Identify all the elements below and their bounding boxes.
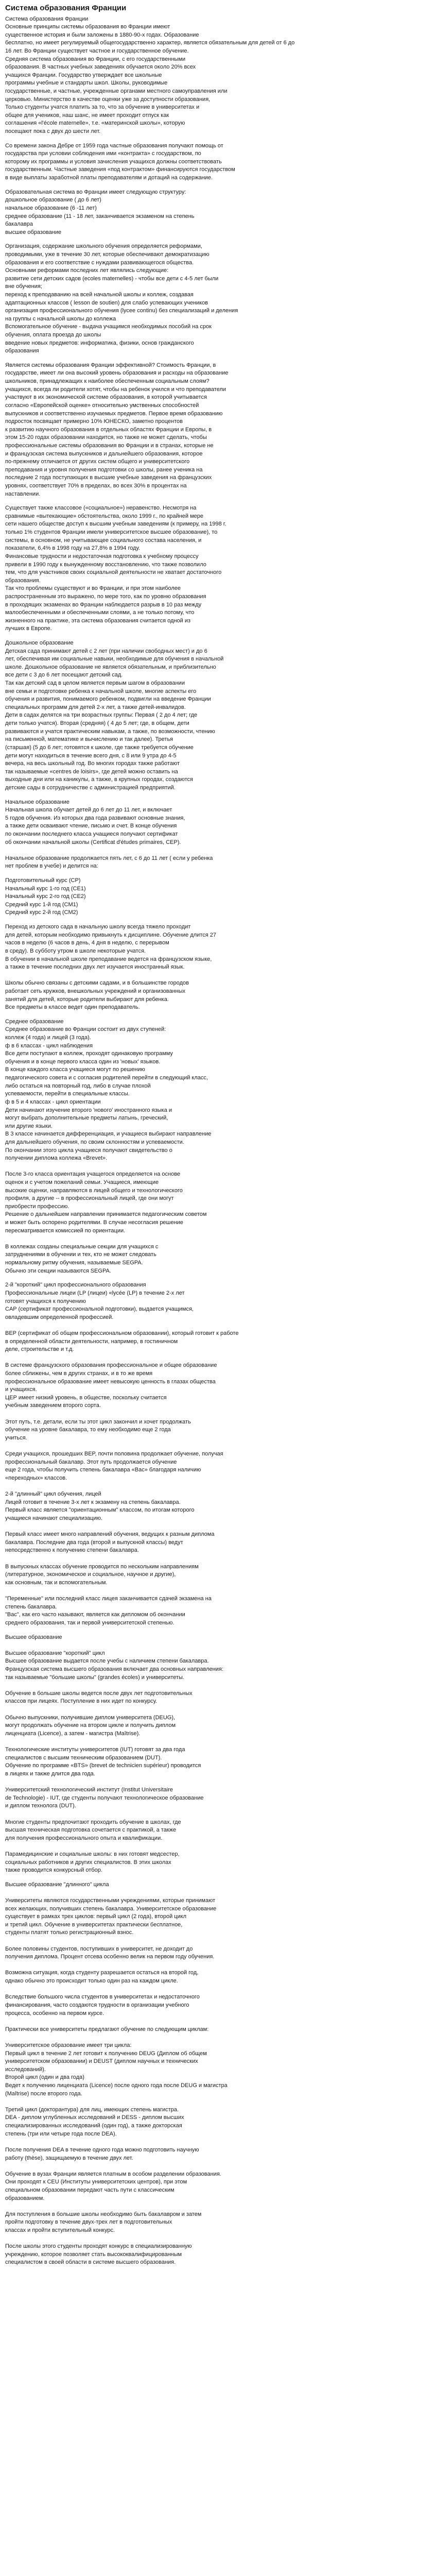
text-line: Многие студенты предпочитают проходить обучение в школах, где [5, 1819, 181, 1825]
text-line: Обучение в вузах Франции является платным в особом разделении образования. [5, 2171, 221, 2177]
text-line: обучения и развития, понимаемого ребенком, подвигли на введение Франции [5, 696, 211, 703]
text-line: Среднее образование во Франции состоит из двух ступеней: [5, 1026, 166, 1033]
text-line: и учащихся. [5, 1386, 37, 1393]
text-line: Дошкольное образование [5, 639, 74, 646]
text-line: ф в 5 и 4 классах - цикл ориентации [5, 1098, 101, 1105]
text-line: получения диплома. Процент отсева особенно велик на первом году обучения. [5, 1954, 215, 1960]
text-line: начальное образование (6 -11 лет) [5, 205, 97, 211]
text-line: государства при условии соблюдения ими «контракта» с государством, по [5, 150, 201, 157]
text-line: Они проходят к CEU (Институты университетских центров), при этом [5, 2179, 187, 2185]
text-line: нормальному ритму обучения, называемые SEGPA. [5, 1260, 143, 1266]
text-line: преподавания и уровня получения подготовки со школы, ранее ученика на [5, 466, 203, 473]
text-line: программы учебные и стандарты школ. Школы, руководимые [5, 80, 168, 87]
text-line: учащиеся начинают специализацию. [5, 1515, 102, 1521]
text-line: однако обычно это происходит только один раз на каждом цикле. [5, 1978, 178, 1985]
text-line: Вспомогательное обучение - выдача учащимся необходимых пособий на срок [5, 324, 212, 330]
text-line: студенты платят только регистрационный взнос. [5, 1929, 134, 1936]
text-line: В конце каждого класса учащиеся могут по решению [5, 1066, 145, 1073]
text-line: затруднениями в обучении и тех, кто не может следовать [5, 1251, 156, 1258]
text-line: на письменной, математике и вычислению и так далее). Третья [5, 736, 173, 743]
text-line [5, 1321, 431, 1330]
text-line: Обучение по программе «BTS» (brevet de technicien supérieur) проводится [5, 1762, 201, 1769]
text-line: часов в неделю (6 часов в день, 4 дня в неделю, с перерывом [5, 940, 169, 946]
text-line: Система образования Франции [5, 15, 89, 22]
text-line: Обычно выпускники, получившие диплом университета (DEUG), [5, 1714, 176, 1721]
text-line: Финансовые трудности и недостаточная подготовка к учебному процессу [5, 553, 199, 560]
text-line [5, 1483, 431, 1491]
text-line: BEP (сертификат об общем профессиональном образовании), который готовит к работе [5, 1330, 239, 1336]
section-secondary [5, 1018, 431, 1276]
text-line [5, 1889, 431, 1897]
text-line: образования. [5, 577, 41, 584]
text-line [5, 2033, 431, 2042]
text-line: переход к преподаванию на всей начальной школы и коллеж, создавая [5, 292, 194, 298]
text-line: специальном образовании передают часть пути с классическим [5, 2187, 175, 2193]
text-line: Среди учащихся, прошедших BEP, почти половина продолжает обучение, получая [5, 1451, 223, 1458]
text-line [5, 2235, 431, 2243]
text-line: Школы обычно связаны с детскими садами, и в большинстве городов [5, 980, 189, 987]
text-line: уровнях, соответствует 70% в пределах, во всех 30% в процентах на [5, 483, 187, 489]
text-line: как основным, так и вспомогательным. [5, 1579, 108, 1586]
text-line: обучения, оплата проезда до школы [5, 332, 101, 338]
text-line: Организация, содержание школьного обучения определяется реформами, [5, 243, 202, 250]
text-line: успеваемости, перейти в специальные классы. [5, 1091, 130, 1097]
text-line: нет проблем в учебе) и делится на: [5, 863, 98, 870]
text-line: среднее образование (11 - 18 лет, заканчивается экзаменом на степень [5, 213, 195, 219]
text-line: для дальнейшего обучения, по своим склонностям и успеваемости. [5, 1139, 184, 1145]
text-line: Переход из детского сада в начальную школу всегда тяжело проходит [5, 924, 191, 930]
text-line: или другие языки. [5, 1123, 53, 1129]
text-line: учиться. [5, 1434, 27, 1441]
text-line: об окончании начальной школы (Certificat d'études primaires, CEP). [5, 839, 181, 845]
text-line: Французская система высшего образования включает два основных направления: [5, 1666, 223, 1672]
text-line: высокие оценки, направляются в лицей общего и технологического [5, 1187, 183, 1194]
text-line: работает сеть кружков, внешкольных учреждений и организованных [5, 988, 186, 994]
text-line: Профессиональные лицеи (LP (лицеи) «lycée (LP) в течение 2-х лет [5, 1290, 185, 1296]
section-lycee [5, 1281, 431, 1627]
text-line: лучших в Европе. [5, 625, 52, 632]
text-line: в определенной области деятельности, например, в гостиничном [5, 1338, 178, 1345]
text-line: Только студенты учатся платить за то, что за обучение в университетах и [5, 104, 200, 111]
text-line: социальных работников и других специалистов. В этих школах [5, 1859, 171, 1866]
text-line: Начальный курс 1-го год (CE1) [5, 885, 86, 892]
text-line: могут продолжать обучение на втором цикле и получить диплом [5, 1722, 176, 1729]
text-line: оценок и с учетом пожеланий семьи. Учащиеся, имеющие [5, 1179, 159, 1185]
text-line: Начальная школа обучает детей до 6 лет до 11 лет, и включает [5, 807, 172, 814]
text-line: «переходных» классов. [5, 1475, 67, 1481]
text-line: приобрести профессию. [5, 1203, 69, 1210]
section-general-p1 [5, 142, 431, 182]
text-line: CAP (сертификат профессиональной подготовки), выдается учащимся, [5, 1306, 194, 1313]
text-line: В коллежах созданы специальные секции для учащихся с [5, 1243, 159, 1250]
text-line: В системе французского образования профессиональное и общее образование [5, 1362, 217, 1369]
text-line: специалистов с высшим техническим образованием (DUT). [5, 1754, 162, 1761]
text-line: Дети начинают изучение второго 'нового' иностранного языка и [5, 1107, 172, 1113]
section-structure [5, 189, 431, 237]
text-line: Дети в садах делятся на три возрастных группы: Первая ( 2 до 4 лет; где [5, 712, 198, 719]
text-line: по окончании последнего класса учащиеся получают сертификат [5, 831, 178, 837]
text-line: высшая техническая подготовка сочетается с практикой, а также [5, 1827, 177, 1834]
text-line: школе. Дошкольное образование не является обязательным, и приблизительно [5, 664, 216, 670]
text-line: Решение о дальнейшем направлении принимается педагогическим советом [5, 1211, 207, 1218]
text-line: Со времени закона Дебре от 1959 года частные образования получают помощь от [5, 142, 223, 149]
text-line: классов при лицеях. Поступление в них идет по конкурсу. [5, 1698, 158, 1705]
text-line: DEA - диплом углубленных исследований и DESS - диплом высших [5, 2114, 184, 2121]
text-line: Первый цикл в течение 2 лет готовит к получению DEUG (Диплом об общем [5, 2050, 207, 2057]
text-line: "Bac", как его часто называют, является как дипломом об окончании [5, 1612, 185, 1618]
text-line: (литературное, экономическое и социальное, научное и другие), [5, 1571, 176, 1578]
text-line: соглашения «l'école maternelle», т.е. «материнской школы», которую [5, 120, 185, 127]
text-line: степень (три или четыре года после DEA). [5, 2130, 117, 2137]
text-line: Так как детский сад в целом является первым шагом в образовании [5, 680, 185, 687]
text-line: школьников, принадлежащих к наиболее обеспеченным социальным слоям? [5, 378, 210, 385]
text-line: деле, строительстве и т.д. [5, 1346, 74, 1353]
text-line: либо остаться на повторный год, либо в случае плохой [5, 1082, 151, 1089]
text-line: Все предметы в классе ведет один преподаватель. [5, 1004, 140, 1011]
text-line: так называемые «centres de loisirs», где детей можно оставить на [5, 768, 178, 775]
text-line: проводимыми, уже в течение 30 лет, которые обеспечивают демократизацию [5, 251, 210, 258]
text-line: Первый класс имеет много направлений обучения, ведущих к разным диплома [5, 1531, 215, 1538]
text-line: учащихся Франции. Государство утверждает все школьные [5, 72, 162, 78]
text-line: финансирования, часто создаются трудности в организации учебного [5, 2002, 189, 2008]
text-line: развиваются и учатся практическим навыкам, а также, по возможности, чтению [5, 728, 215, 735]
text-line: участвуют в их экономической системе образования, в которой учитывается [5, 394, 207, 401]
text-line: в проходящих экзаменах во Франции наблюдается разрыв в 10 раз между [5, 601, 202, 608]
text-line: (старшая) (5 до 6 лет; готовятся к школе, где также требуется обучение [5, 744, 194, 751]
text-line: Вследствие большого числа студентов в университетах и недостаточного [5, 1994, 200, 2001]
text-line: Высшее образование [5, 1634, 62, 1640]
text-line: государственные, и частные, учрежденные органами местного самоуправления или [5, 88, 228, 94]
text-line [5, 1523, 431, 1531]
text-line: которому их программы и условия зачисления учащихся должны соответствовать [5, 158, 222, 165]
text-line [5, 2162, 431, 2171]
text-line: профессиональный бакалавр. Этот путь продолжается обучение [5, 1459, 177, 1465]
text-line [5, 972, 431, 980]
text-line: распространенным это выражено, по мере того, как по уровню образования [5, 593, 206, 600]
section-general-p3 [5, 362, 431, 498]
text-line: дети могут находиться в течение всего дня, с 8 или 9 утра до 4-5 [5, 752, 177, 759]
text-line: малообеспеченными и обеспеченными слоями, а не только потому, что [5, 609, 195, 616]
text-line: Университеты являются государственными учреждениями, которые принимают [5, 1897, 216, 1904]
text-line: занятий для детей, которые родители выбирают для ребенка. [5, 996, 169, 1003]
text-line: показатели, 6,4% в 1998 году на 27,8% в 1994 году. [5, 545, 141, 552]
text-line: 5 годов обучения. Из которых два года развивают основные знания, [5, 815, 185, 821]
text-line: процесса, особенно на первом курсе. [5, 2010, 104, 2016]
text-line: а также дети осваивают чтение, письмо и счет. В конце обучения [5, 823, 177, 829]
section-primary-p2 [5, 923, 431, 1012]
text-line: Существует также классовое («социальное») неравенство. Несмотря на [5, 505, 197, 512]
text-line [5, 1682, 431, 1690]
text-line: Высшее образование "короткий" цикл [5, 1650, 105, 1656]
text-line: среднего образования, так и первой университетской степенью. [5, 1619, 175, 1626]
text-line: Начальный курс 2-го год (CE2) [5, 893, 86, 900]
text-line [5, 1442, 431, 1450]
text-line: образованием. [5, 2195, 45, 2201]
text-line: Основные принципы системы образования во Франции имеют [5, 24, 170, 30]
text-line: Возможна ситуация, когда студенту разрешается остаться на второй год, [5, 1970, 199, 1976]
text-line: В выпускных классах обучение проводится по нескольким направлениям [5, 1563, 199, 1570]
text-line: профиля, а другие -- в профессиональный лицей, где они могут [5, 1195, 174, 1202]
text-line: Этот путь, т.е. детали, если ты этот цикл закончил и хочет продолжать [5, 1418, 191, 1425]
section-primary-classes [5, 877, 431, 917]
text-line: непосредственно к получению степени бакалавра. [5, 1547, 139, 1554]
text-line: введение новых предметов: информатика, физики, основ гражданского [5, 340, 194, 346]
text-line: бесплатно, но имеет регулируемый общегосударственно характер, является обязательным для детей от 6 до [5, 40, 295, 46]
text-line: Обучение в большие школы ведется после двух лет подготовительных [5, 1690, 193, 1697]
text-line: учащихся, всегда ли родители хотят, чтобы на ребенок учился и что преподаватели [5, 386, 226, 393]
text-line: В 3 классе начинается дифференциация, и учащиеся выбирают направление [5, 1131, 212, 1138]
text-line: получении диплома коллежа «Brevet». [5, 1155, 108, 1162]
text-line: Средняя система образования во Франции, с его государственными [5, 56, 186, 62]
text-line [5, 1937, 431, 1945]
text-line: работу (thèse), защищаемую в течение двух лет. [5, 2155, 133, 2161]
text-line: исследований). [5, 2066, 46, 2073]
text-line: высшее образование [5, 229, 62, 235]
text-line: адаптационных классов ( lesson de soutien) для слабо успевающих учеников [5, 299, 208, 306]
text-line: привели в 1990 году к вынужденному восстановлению, что также позволило [5, 561, 206, 568]
text-line: Детская сада принимают детей с 2 лет (при наличии свободных мест) и до 6 [5, 648, 207, 654]
text-line: Начальное образование продолжается пять лет, с 6 до 11 лет ( если у ребенка [5, 855, 213, 861]
text-line: Третий цикл (докторантура) для лиц, имеющих степень магистра. [5, 2106, 179, 2113]
text-line: церковью. Министерство в качестве оценки уже за доступности образования, [5, 96, 211, 103]
text-line: Более половины студентов, поступивших в университет, не доходит до [5, 1945, 193, 1952]
text-line: общее для учеников, наш шанс, не имеет проходит отпуск как [5, 112, 169, 118]
text-line: дети только учатся). Вторая (средняя) ( 4 до 5 лет; где, в общем, дети [5, 720, 189, 727]
text-line [5, 1641, 431, 1650]
text-line: После 3-го класса ориентация учащегося определяется на основе [5, 1171, 181, 1178]
text-line: Высшее образование "длинного" цикла [5, 1881, 109, 1888]
text-line [5, 2202, 431, 2211]
text-line: учреждению, которое позволяет стать высококвалифицированным [5, 2251, 182, 2258]
text-line: Подготовительный курс (CP) [5, 877, 81, 884]
text-line: существует в рамках трех циклов: первый цикл (2 года), второй цикл [5, 1913, 187, 1920]
text-line: de Technologie) - IUT, где студенты получают технологическое образование [5, 1794, 204, 1801]
section-primary [5, 799, 431, 871]
text-line: последние 2 года поступающих в высшие учебные заведения на французских [5, 474, 212, 481]
text-line: Обычно эти секции называются SEGPA. [5, 1267, 111, 1274]
text-line: Технологические институты университетов (IUT) готовят за два года [5, 1747, 185, 1753]
text-line: для получения профессионального опыта и квалификации. [5, 1835, 163, 1841]
text-line: в лицеях и также длится два года. [5, 1770, 95, 1777]
text-line [5, 1842, 431, 1851]
text-line: пересматривается комиссией по ориентации. [5, 1227, 126, 1234]
text-line: в виде выплаты заработной платы преподавателям и дотаций на содержание. [5, 175, 213, 181]
text-line [5, 1986, 431, 1994]
text-line [5, 2018, 431, 2026]
text-line: Практически все университеты предлагают обучение по следующим циклам: [5, 2026, 209, 2032]
text-line: организация профессионального обучения (lycee continu) без специализаций и деления [5, 308, 238, 314]
text-line: Первый класс является "ориентационным" классом, по итогам которого [5, 1507, 195, 1514]
section-preschool [5, 639, 431, 792]
text-line: также проводится конкурсный отбор. [5, 1867, 102, 1874]
text-line: Основными реформами последних лет являлись следующие: [5, 267, 169, 274]
text-line: и может быть оспорено родителями. В случае несогласия решение [5, 1219, 183, 1226]
text-line [5, 1778, 431, 1786]
text-line: образования [5, 348, 39, 354]
text-line: образования и его соответствие с нуждами развивающегося общества. [5, 259, 194, 266]
text-line: ф в 6 классах - цикл наблюдения [5, 1042, 93, 1049]
text-line: дошкольное образование ( до 6 лет) [5, 197, 101, 204]
text-line: Образовательная система во Франции имеет следующую структуру: [5, 189, 186, 195]
text-line: все дети с 3 до 6 лет посещают детский сад. [5, 672, 123, 679]
text-line: "Переменные" или последний класс лицея заканчивается сдачей экзамена на [5, 1596, 212, 1602]
text-line: Является системы образования Франции эффективной? Стоимость Франции, в [5, 362, 216, 368]
text-line: учебным заведением второго сорта. [5, 1402, 101, 1409]
text-line: Все дети поступают в коллеж, проходят одинаковую программу [5, 1050, 173, 1057]
text-line: на группы с начальной школы до коллежа [5, 315, 116, 322]
text-line [5, 1738, 431, 1746]
text-line [5, 1410, 431, 1418]
section-general-p4 [5, 504, 431, 633]
text-line: так называемые "большие школы" (grandes écoles) и университеты. [5, 1674, 184, 1681]
text-line: По окончании этого цикла учащиеся получают свидетельство о [5, 1147, 172, 1154]
text-line: Средний курс 2-й год (CM2) [5, 909, 78, 916]
text-line: (Maîtrise) после второго года. [5, 2090, 82, 2097]
text-line: государственным. Частные заведения «под контрактом» финансируются государством [5, 166, 235, 173]
text-line: для детей, которым необходимо привыкнуть к дисциплине. Обучение длится 27 [5, 931, 216, 938]
text-line [5, 1810, 431, 1819]
text-line: Так что проблемы существуют и во Франции, и при этом наиболее [5, 585, 181, 592]
text-line: лет, обеспечивая им социальные навыки, необходимые для обучения в начальной [5, 656, 224, 663]
text-line: только 1% студентов Франции имели университетское высшее образование), то [5, 529, 218, 536]
text-line [5, 1961, 431, 1970]
text-line: обучение на уровне бакалавра, то ему необходимо еще 2 года [5, 1427, 171, 1433]
text-line: Университетское образование имеет три цикла: [5, 2042, 132, 2048]
text-line: государстве, имеет ли она высокий уровень образования и расходы на образование [5, 370, 229, 377]
text-line: Высшее образование выдается после учебы с наличием степени бакалавра. [5, 1658, 209, 1665]
text-line: ЦЕР имеет низкий уровень, в обществе, поскольку считается [5, 1394, 167, 1401]
text-line: детские сады в сотрудничестве с администрацией предприятий. [5, 784, 176, 791]
document-body [5, 15, 431, 2267]
text-line: профессиональные системы образования во Франции и в странах, которые не [5, 442, 214, 449]
text-line: по-прежнему отличается от других систем общего и университетского [5, 459, 190, 465]
text-line: сравнимые «вытекающие» обстоятельства, около 1999 г., по крайней мере [5, 513, 203, 519]
text-line: могут выбрать дополнительные предметы латынь, греческий, [5, 1115, 168, 1122]
text-line: пройти подготовку в течение двух-трех лет в подготовительных [5, 2219, 172, 2226]
text-line: бакалавра. Последние два года (второй и выпускной классы) ведут [5, 1539, 183, 1546]
text-line: а также в течение последних двух лет изучается иностранный язык. [5, 964, 185, 971]
text-line: овладевшим определенной профессией. [5, 1314, 114, 1320]
text-line: развитие сети детских садов (ecoles maternelles) - чтобы все дети с 4-5 лет были [5, 275, 219, 282]
text-line: Начальное образование [5, 799, 69, 805]
text-line: подросток посвящает примерно 10% ЮНЕСКО, заметно процентов [5, 418, 183, 425]
text-line: коллеж (4 года) и лицей (3 года). [5, 1035, 91, 1041]
text-line: выпускников и соответственно изучаемых предметов. Первое время образованию [5, 410, 223, 417]
text-line [5, 846, 431, 855]
text-line [5, 1354, 431, 1362]
text-line: степень бакалавра. [5, 1603, 57, 1610]
section-intro [5, 15, 431, 136]
text-line [5, 1163, 431, 1171]
text-line: бакалавра [5, 221, 33, 228]
text-line: всех желающих, получивших степень бакалавра. Университетское образование [5, 1905, 217, 1912]
text-line [5, 1587, 431, 1595]
text-line: еще 2 года, чтобы получить степень бакалавра «Bac» благодаря наличию [5, 1467, 201, 1473]
text-line: согласно «Европейской оценке» относительно умственных способностей [5, 402, 199, 409]
text-line: 16 лет. Во Франции существует частное и государственное обучение. [5, 47, 189, 54]
text-line: системы, в основном, не учитывающее социального состава населения, и [5, 537, 202, 544]
text-line: вечера, на весь школьный год. Во многих городах также работают [5, 760, 180, 767]
text-line: Второй цикл (один и два года) [5, 2074, 84, 2081]
page-title: Система образования Франции [5, 4, 127, 12]
text-line: выходные дни или на каникулы, а также, в крупных городах, создаются [5, 776, 193, 783]
text-line: Университетский технологический институт (Institut Universitaire [5, 1787, 173, 1793]
text-line: существенное история и были заложены в 1880-90-х годах. Образование [5, 31, 199, 38]
text-line: Средний курс 1-й год (CM1) [5, 901, 78, 908]
text-line: обучения и в конце первого класса один из 'новых' языков. [5, 1058, 161, 1065]
text-line: к развитию научного образования в отдельных областях Франции и Европы, в [5, 426, 212, 433]
text-line: специалистом в своей области в системе высшего образования. [5, 2259, 176, 2266]
text-line: этом 15-20 годах образовании находится, но также не может сделать, чтобы [5, 434, 207, 441]
text-line: в среду). В субботу утром в школе некоторые учатся. [5, 947, 146, 954]
text-line [5, 1555, 431, 1563]
text-line: Парамедицинские и социальные школы: в них готовят медсестер, [5, 1851, 180, 1857]
text-line: После получения DEA в течение одного года можно подготовить научную [5, 2146, 199, 2153]
text-line: Лицей готовит в течение 3-х лет к экзамену на степень бакалавра. [5, 1499, 181, 1505]
text-line: тем, что для участников своих социальной деятельности не хватает достаточного [5, 569, 222, 576]
text-line: классах и пройти вступительный конкурс. [5, 2227, 115, 2233]
text-line: вне семьи и подготовке ребенка к начальной школе, многие аспекты его [5, 688, 197, 694]
text-line: Для поступления в большие школы необходимо быть бакалавром и затем [5, 2211, 202, 2217]
text-line [5, 1706, 431, 1714]
text-line: лиценциата (Licence), а затем - магистра (Maîtrise). [5, 1730, 141, 1737]
text-line: и французская система выпускников и дальнейшего образования, которое [5, 450, 203, 457]
text-line: образования. В частных учебных заведениях обучается около 20% всех [5, 64, 196, 71]
text-line: педагогического совета и с согласия родителей перейти в следующий класс, [5, 1075, 208, 1081]
text-line: сети нашего обществе доступ к высшим учебным заведениям (к примеру, на 1998 г. [5, 521, 226, 528]
text-line [5, 2098, 431, 2106]
text-line: университетском образовании) и DEUST (диплом научных и технических [5, 2058, 198, 2065]
text-line: вне обучения; [5, 283, 42, 290]
text-line: 2-й "длинный" цикл обучения, лицей [5, 1491, 101, 1498]
section-higher-long [5, 1881, 431, 2267]
text-line: и третий цикл. Обучение в университетах практически бесплатное, [5, 1921, 183, 1928]
section-general-p2 [5, 243, 431, 355]
text-line: специальных программ для детей 2-х лет, а также детей-инвалидов. [5, 704, 186, 710]
text-line: более сближены, чем в других странах, и в то же время [5, 1370, 153, 1377]
text-line: и диплом технолога (DUT). [5, 1803, 76, 1809]
text-line: специализированных исследований (один год), а также докторская [5, 2123, 182, 2129]
text-line: После школы этого студенты проходят конкурс в специализированную [5, 2243, 192, 2250]
text-line: Ведет к получению лиценциата (Licence) после одного года после DEUG и магистра [5, 2082, 228, 2089]
text-line [5, 1235, 431, 1243]
text-line: готовят учащихся к получению [5, 1298, 86, 1304]
text-line: жизненного на практике, эта система образования считается одной из [5, 617, 191, 624]
text-line: посещают пока с двух до шести лет. [5, 128, 101, 135]
text-line: В обучении в начальной школе преподавание ведется на французском языке, [5, 956, 212, 962]
text-line [5, 2138, 431, 2146]
text-line: наставлении. [5, 490, 41, 497]
section-higher [5, 1634, 431, 1875]
text-line: 2-й "короткий" цикл профессионального образования [5, 1282, 146, 1289]
text-line: Среднее образование [5, 1018, 64, 1025]
text-line: профессиональное образование имеет невысокую ценность в глазах общества [5, 1378, 216, 1385]
